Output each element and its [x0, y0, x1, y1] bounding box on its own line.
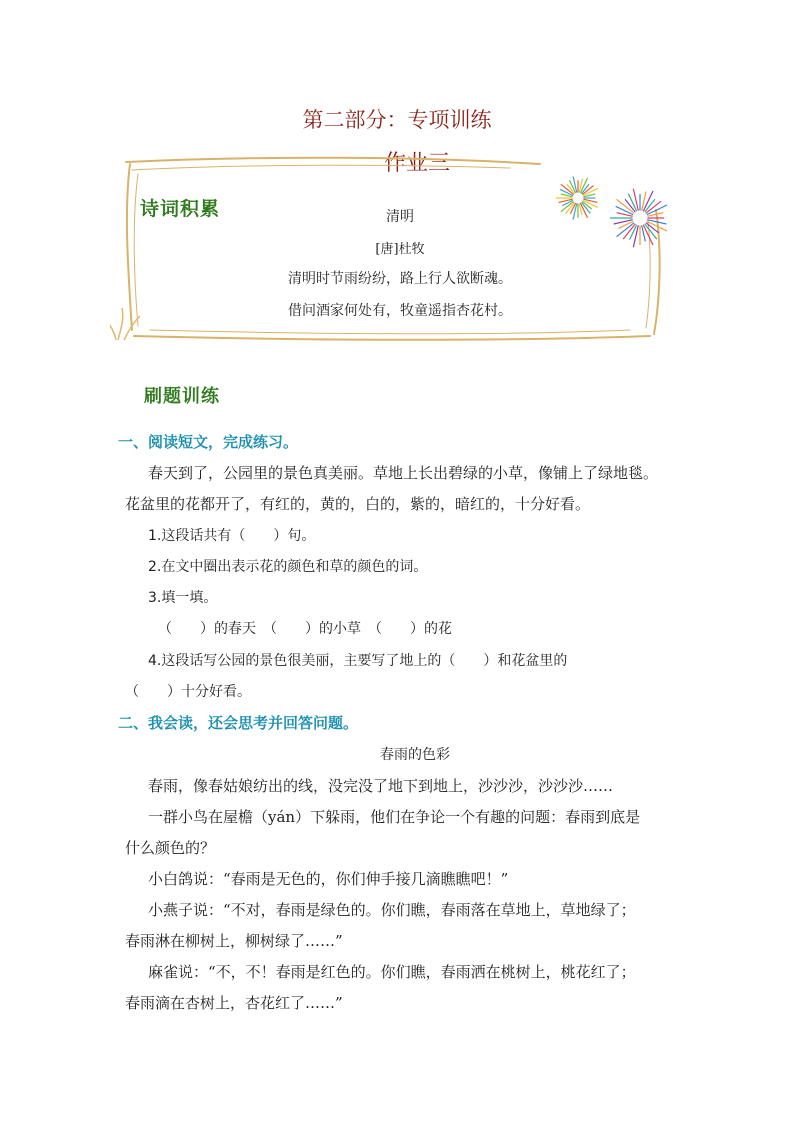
question-3-fill: （ ）的春天 （ ）的小草 （ ）的花 — [158, 621, 452, 637]
story-line: 春雨淋在柳树上，柳树绿了……” — [125, 932, 343, 950]
poem-author: [唐]杜牧 — [375, 242, 425, 257]
poem-line-2: 借问酒家何处有，牧童遥指杏花村。 — [288, 303, 512, 319]
story-line: 小燕子说：“不对，春雨是绿色的。你们瞧，春雨落在草地上，草地绿了； — [148, 901, 636, 919]
question-4-line-1: 4.这段话写公园的景色很美丽，主要写了地上的（ ）和花盆里的 — [148, 653, 568, 669]
story-line: 春雨滴在杏树上，杏花红了……” — [125, 994, 343, 1012]
story-line: 小白鸽说：“春雨是无色的，你们伸手接几滴瞧瞧吧！” — [148, 870, 509, 888]
section-2-heading: 二、我会读，还会思考并回答问题。 — [118, 714, 359, 732]
question-2: 2.在文中圈出表示花的颜色和草的颜色的词。 — [148, 559, 428, 575]
question-3: 3.填一填。 — [148, 590, 218, 606]
fireworks-icon — [540, 176, 680, 256]
practice-badge: 刷题训练 — [144, 386, 220, 407]
homework-title: 作业三 — [383, 151, 450, 176]
story-line: 一群小鸟在屋檐（yán）下躲雨，他们在争论一个有趣的问题：春雨到底是 — [148, 808, 641, 826]
passage-line-1: 春天到了，公园里的景色真美丽。草地上长出碧绿的小草，像铺上了绿地毯。 — [148, 464, 659, 482]
section-1-heading: 一、阅读短文，完成练习。 — [118, 433, 299, 451]
poem-title: 清明 — [386, 209, 414, 225]
question-4-line-2: （ ）十分好看。 — [125, 684, 251, 700]
story-line: 麻雀说：“不，不！春雨是红色的。你们瞧，春雨洒在桃树上，桃花红了； — [148, 963, 636, 981]
question-1: 1.这段话共有（ ）句。 — [148, 528, 316, 544]
story-line: 什么颜色的？ — [125, 839, 216, 857]
poetry-badge: 诗词积累 — [140, 198, 221, 220]
firework-ray — [633, 189, 638, 211]
story-title: 春雨的色彩 — [380, 747, 450, 763]
part-title: 第二部分：专项训练 — [302, 108, 492, 132]
poem-line-1: 清明时节雨纷纷，路上行人欲断魂。 — [288, 271, 512, 287]
passage-line-2: 花盆里的花都开了，有红的，黄的，白的，紫的，暗红的，十分好看。 — [125, 495, 591, 513]
firework-ray — [633, 225, 638, 247]
story-line: 春雨，像春姑娘纺出的线，没完没了地下到地上，沙沙沙，沙沙沙…… — [148, 777, 614, 795]
